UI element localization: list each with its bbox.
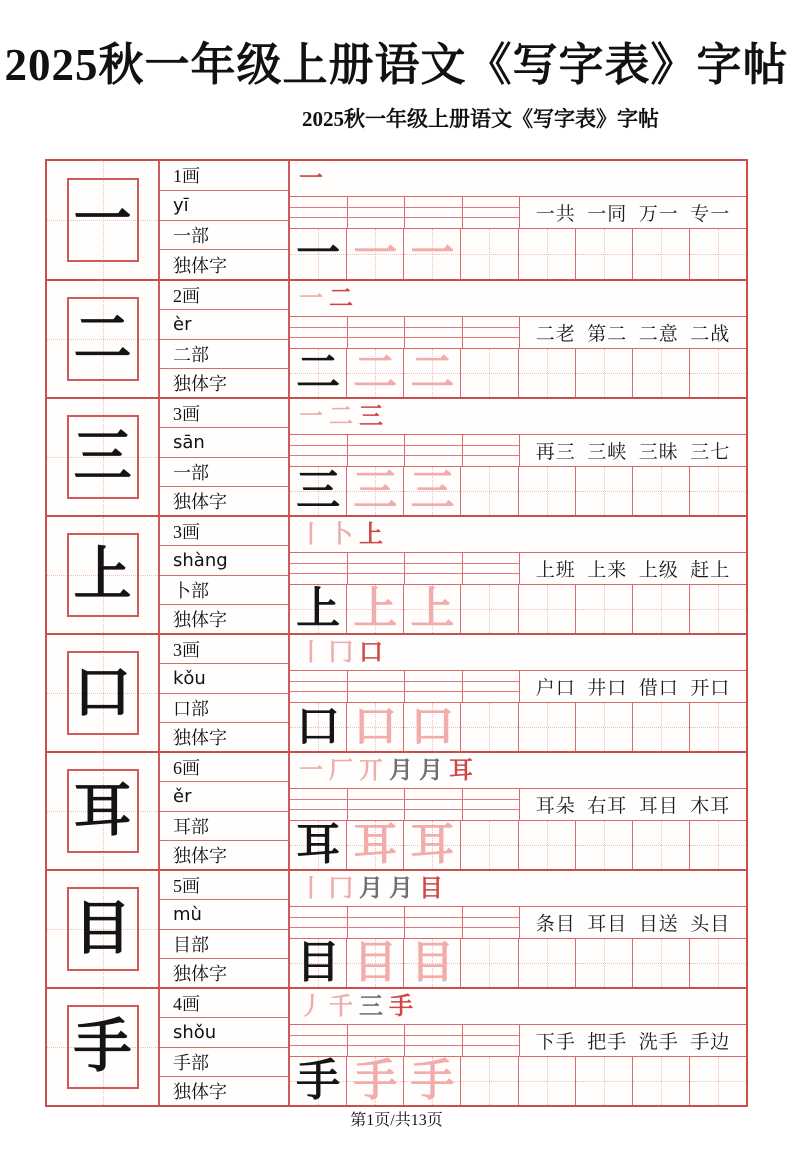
practice-char-trace: 口 — [410, 702, 455, 751]
practice-grid — [290, 939, 746, 987]
pinyin-grid — [290, 1025, 520, 1056]
tianzige-box — [67, 651, 139, 735]
pinyin-cell — [404, 435, 462, 466]
pinyin-grid — [290, 907, 520, 938]
pinyin-cell — [347, 197, 405, 228]
practice-cell — [403, 939, 460, 987]
pinyin-cell — [462, 317, 520, 348]
stroke-step: 上 — [359, 521, 383, 548]
character-info-cell — [160, 161, 290, 279]
stroke-order-strip — [290, 281, 746, 317]
stroke-step: 冂 — [329, 639, 353, 666]
practice-cell — [575, 349, 632, 397]
stroke-step: 月 — [359, 875, 383, 902]
stroke-step: 三 — [359, 403, 383, 430]
practice-char-model: 三 — [296, 466, 341, 515]
practice-cell — [460, 349, 517, 397]
radical-label: 目部 — [160, 929, 288, 958]
pinyin-grid-line — [290, 1035, 519, 1036]
practice-cell — [689, 585, 746, 633]
stroke-step: 丨 — [299, 639, 323, 666]
pinyin-cell — [290, 1025, 347, 1056]
pinyin-cell — [404, 553, 462, 584]
pinyin-label: mù — [160, 899, 288, 928]
radical-label: 一部 — [160, 457, 288, 486]
practice-char-model: 上 — [296, 584, 341, 633]
practice-cell — [518, 821, 575, 869]
main-character: 耳 — [73, 778, 132, 843]
pinyin-grid-line — [290, 691, 519, 692]
practice-cell — [346, 703, 403, 751]
pinyin-grid-line — [290, 927, 519, 928]
stroke-order-strip — [290, 871, 746, 907]
practice-char-trace: 目 — [353, 938, 398, 987]
stroke-count-label: 3画 — [173, 522, 200, 543]
stroke-step: 千 — [329, 993, 353, 1020]
pinyin-grid-line — [290, 455, 519, 456]
copybook-page — [0, 28, 793, 1150]
stroke-step: 三 — [359, 993, 383, 1020]
practice-cell — [632, 585, 689, 633]
practice-cell — [346, 821, 403, 869]
tianzige-box — [67, 887, 139, 971]
character-row — [47, 161, 746, 279]
character-info-cell — [160, 871, 290, 987]
practice-cell — [632, 939, 689, 987]
main-character: 上 — [73, 542, 132, 607]
stroke-step: 丌 — [359, 757, 383, 784]
practice-cell — [403, 585, 460, 633]
pinyin-label: sān — [160, 427, 288, 456]
pinyin-label: shǒu — [160, 1017, 288, 1046]
pinyin-words-band — [290, 907, 746, 939]
radical-label: 二部 — [160, 339, 288, 368]
character-display-cell — [47, 989, 160, 1105]
pinyin-grid-line — [290, 681, 519, 682]
practice-cell — [518, 703, 575, 751]
pinyin-grid — [290, 789, 520, 820]
stroke-step: 一 — [299, 285, 323, 312]
practice-cell — [403, 349, 460, 397]
practice-cell — [575, 703, 632, 751]
practice-area — [290, 753, 746, 869]
practice-cell — [689, 703, 746, 751]
character-row — [47, 279, 746, 397]
character-info-cell — [160, 517, 290, 633]
pinyin-cell — [462, 435, 520, 466]
pinyin-grid-line — [290, 1045, 519, 1046]
character-row — [47, 987, 746, 1105]
practice-cell — [460, 467, 517, 515]
practice-cell — [290, 939, 346, 987]
stroke-order-strip — [290, 753, 746, 789]
pinyin-grid-line — [290, 799, 519, 800]
practice-char-model: 目 — [296, 938, 341, 987]
practice-cell — [575, 821, 632, 869]
practice-cell — [403, 821, 460, 869]
pinyin-cell — [404, 1025, 462, 1056]
practice-area — [290, 281, 746, 397]
practice-area — [290, 161, 746, 279]
practice-cell — [518, 467, 575, 515]
practice-area — [290, 635, 746, 751]
pinyin-cell — [404, 789, 462, 820]
practice-cell — [632, 229, 689, 279]
pinyin-cell — [404, 671, 462, 702]
practice-cell — [518, 229, 575, 279]
pinyin-cell — [347, 671, 405, 702]
structure-label: 独体字 — [160, 486, 288, 515]
practice-char-trace: 二 — [410, 348, 455, 397]
stroke-count-label: 2画 — [173, 286, 200, 307]
practice-cell — [346, 1057, 403, 1105]
practice-cell — [632, 821, 689, 869]
pinyin-grid — [290, 317, 520, 348]
practice-cell — [346, 229, 403, 279]
character-row — [47, 751, 746, 869]
practice-cell — [346, 585, 403, 633]
practice-grid — [290, 821, 746, 869]
pinyin-cell — [462, 1025, 520, 1056]
practice-char-trace: 耳 — [353, 820, 398, 869]
main-character: 目 — [73, 896, 132, 961]
practice-grid — [290, 349, 746, 397]
pinyin-words-band — [290, 789, 746, 821]
stroke-step: 口 — [359, 639, 383, 666]
page-number: 第1页/共13页 — [350, 1112, 443, 1129]
main-character: 手 — [73, 1014, 132, 1079]
main-character: 一 — [73, 187, 132, 252]
character-row — [47, 515, 746, 633]
stroke-order-strip — [290, 989, 746, 1025]
pinyin-cell — [347, 789, 405, 820]
practice-area — [290, 989, 746, 1105]
practice-char-trace: 目 — [410, 938, 455, 987]
practice-area — [290, 871, 746, 987]
practice-char-model: 耳 — [296, 820, 341, 869]
practice-cell — [689, 349, 746, 397]
practice-char-model: 一 — [296, 229, 341, 278]
pinyin-grid-line — [290, 563, 519, 564]
practice-cell — [689, 467, 746, 515]
pinyin-words-band — [290, 1025, 746, 1057]
character-info-cell — [160, 399, 290, 515]
stroke-step: 丨 — [299, 521, 323, 548]
pinyin-grid-line — [290, 217, 519, 218]
pinyin-words-band — [290, 553, 746, 585]
stroke-count-label: 6画 — [173, 758, 200, 779]
pinyin-label: shàng — [160, 545, 288, 574]
character-info-cell — [160, 281, 290, 397]
practice-cell — [346, 467, 403, 515]
pinyin-cell — [462, 197, 520, 228]
practice-cell — [290, 229, 346, 279]
page-title: 2025秋一年级上册语文《写字表》字帖 — [4, 40, 789, 90]
practice-cell — [460, 939, 517, 987]
pinyin-cell — [462, 907, 520, 938]
stroke-count-label: 5画 — [173, 876, 200, 897]
practice-cell — [689, 939, 746, 987]
radical-label: 卜部 — [160, 575, 288, 604]
main-character: 三 — [73, 424, 132, 489]
stroke-step: 手 — [389, 993, 413, 1020]
structure-label: 独体字 — [160, 1076, 288, 1105]
character-row — [47, 869, 746, 987]
pinyin-cell — [290, 907, 347, 938]
example-words: 一共 一同 万一 专一 — [535, 204, 731, 225]
example-words: 耳朵 右耳 耳目 木耳 — [535, 796, 731, 817]
pinyin-cell — [347, 317, 405, 348]
pinyin-label: èr — [160, 309, 288, 338]
stroke-step: 二 — [329, 403, 353, 430]
practice-cell — [460, 229, 517, 279]
example-words: 再三 三峡 三昧 三七 — [535, 442, 731, 463]
example-words: 条目 耳目 目送 头目 — [535, 914, 731, 935]
practice-char-model: 手 — [296, 1056, 341, 1105]
practice-cell — [403, 1057, 460, 1105]
pinyin-grid — [290, 197, 520, 228]
character-display-cell — [47, 753, 160, 869]
structure-label: 独体字 — [160, 840, 288, 869]
tianzige-box — [67, 415, 139, 499]
stroke-step: 一 — [299, 403, 323, 430]
practice-cell — [403, 703, 460, 751]
practice-cell — [290, 821, 346, 869]
pinyin-label: kǒu — [160, 663, 288, 692]
stroke-count-label: 4画 — [173, 994, 200, 1015]
copybook-table — [45, 159, 748, 1107]
practice-cell — [518, 585, 575, 633]
pinyin-cell — [290, 317, 347, 348]
practice-char-trace: 二 — [353, 348, 398, 397]
practice-char-trace: 手 — [353, 1056, 398, 1105]
practice-cell — [575, 229, 632, 279]
practice-cell — [518, 939, 575, 987]
tianzige-box — [67, 769, 139, 853]
stroke-order-strip — [290, 399, 746, 435]
practice-area — [290, 399, 746, 515]
pinyin-cell — [404, 317, 462, 348]
stroke-order-strip — [290, 635, 746, 671]
pinyin-cell — [290, 789, 347, 820]
practice-cell — [518, 1057, 575, 1105]
practice-cell — [290, 585, 346, 633]
pinyin-grid — [290, 553, 520, 584]
practice-area — [290, 517, 746, 633]
character-display-cell — [47, 281, 160, 397]
practice-cell — [403, 467, 460, 515]
practice-char-trace: 上 — [353, 584, 398, 633]
radical-label: 手部 — [160, 1047, 288, 1076]
practice-char-model: 口 — [296, 702, 341, 751]
practice-cell — [403, 229, 460, 279]
character-display-cell — [47, 399, 160, 515]
structure-label: 独体字 — [160, 958, 288, 987]
practice-char-trace: 耳 — [410, 820, 455, 869]
pinyin-cell — [347, 553, 405, 584]
pinyin-cell — [404, 197, 462, 228]
structure-label: 独体字 — [160, 368, 288, 397]
character-info-cell — [160, 989, 290, 1105]
practice-grid — [290, 585, 746, 633]
pinyin-label: yī — [160, 190, 288, 220]
character-row — [47, 397, 746, 515]
pinyin-cell — [347, 435, 405, 466]
radical-label: 口部 — [160, 693, 288, 722]
pinyin-cell — [462, 789, 520, 820]
practice-cell — [518, 349, 575, 397]
practice-char-model: 二 — [296, 348, 341, 397]
pinyin-cell — [347, 1025, 405, 1056]
pinyin-grid-line — [290, 573, 519, 574]
pinyin-grid-line — [290, 207, 519, 208]
practice-cell — [575, 1057, 632, 1105]
pinyin-words-band — [290, 197, 746, 229]
stroke-step: 月 — [389, 757, 413, 784]
practice-cell — [346, 939, 403, 987]
practice-char-trace: 手 — [410, 1056, 455, 1105]
practice-cell — [460, 703, 517, 751]
practice-char-trace: 口 — [353, 702, 398, 751]
practice-cell — [689, 1057, 746, 1105]
practice-grid — [290, 1057, 746, 1105]
practice-cell — [346, 349, 403, 397]
pinyin-label: ěr — [160, 781, 288, 810]
practice-cell — [632, 467, 689, 515]
example-words: 上班 上来 上级 赶上 — [535, 560, 731, 581]
radical-label: 耳部 — [160, 811, 288, 840]
tianzige-box — [67, 533, 139, 617]
character-info-cell — [160, 753, 290, 869]
pinyin-cell — [290, 553, 347, 584]
pinyin-cell — [462, 671, 520, 702]
stroke-step: 卜 — [329, 521, 353, 548]
stroke-step: 丿 — [299, 993, 323, 1020]
stroke-step: 月 — [389, 875, 413, 902]
pinyin-cell — [290, 435, 347, 466]
structure-label: 独体字 — [160, 604, 288, 633]
practice-grid — [290, 703, 746, 751]
stroke-step: 一 — [299, 165, 323, 192]
practice-cell — [460, 821, 517, 869]
example-words: 下手 把手 洗手 手边 — [535, 1032, 731, 1053]
pinyin-grid-line — [290, 327, 519, 328]
stroke-step: 目 — [419, 875, 443, 902]
practice-cell — [575, 467, 632, 515]
structure-label: 独体字 — [160, 722, 288, 751]
practice-cell — [689, 821, 746, 869]
tianzige-box — [67, 1005, 139, 1089]
pinyin-words-band — [290, 435, 746, 467]
practice-cell — [290, 467, 346, 515]
practice-cell — [632, 1057, 689, 1105]
practice-cell — [575, 939, 632, 987]
tianzige-box — [67, 297, 139, 381]
stroke-step: 月 — [419, 757, 443, 784]
pinyin-grid — [290, 671, 520, 702]
practice-cell — [290, 703, 346, 751]
stroke-step: 二 — [329, 285, 353, 312]
pinyin-cell — [462, 553, 520, 584]
practice-cell — [575, 585, 632, 633]
structure-label: 独体字 — [160, 249, 288, 279]
example-words: 二老 第二 二意 二战 — [535, 324, 731, 345]
stroke-count-label: 1画 — [173, 166, 200, 187]
stroke-step: 耳 — [449, 757, 473, 784]
stroke-step: 冂 — [329, 875, 353, 902]
practice-cell — [689, 229, 746, 279]
practice-char-trace: 三 — [410, 466, 455, 515]
practice-char-trace: 三 — [353, 466, 398, 515]
stroke-step: 一 — [299, 757, 323, 784]
practice-char-trace: 一 — [410, 229, 455, 278]
pinyin-grid-line — [290, 445, 519, 446]
stroke-step: 丨 — [299, 875, 323, 902]
example-words: 户口 井口 借口 开口 — [535, 678, 731, 699]
character-display-cell — [47, 635, 160, 751]
tianzige-box — [67, 178, 139, 262]
character-row — [47, 633, 746, 751]
pinyin-words-band — [290, 317, 746, 349]
pinyin-cell — [347, 907, 405, 938]
practice-cell — [632, 703, 689, 751]
stroke-count-label: 3画 — [173, 404, 200, 425]
main-character: 口 — [73, 660, 132, 725]
pinyin-cell — [404, 907, 462, 938]
practice-char-trace: 上 — [410, 584, 455, 633]
practice-cell — [290, 349, 346, 397]
page-subtitle: 2025秋一年级上册语文《写字表》字帖 — [302, 107, 659, 131]
pinyin-grid-line — [290, 337, 519, 338]
main-character: 二 — [73, 306, 132, 371]
practice-char-trace: 一 — [353, 229, 398, 278]
pinyin-grid-line — [290, 809, 519, 810]
pinyin-words-band — [290, 671, 746, 703]
pinyin-grid-line — [290, 917, 519, 918]
practice-cell — [460, 1057, 517, 1105]
character-display-cell — [47, 517, 160, 633]
practice-cell — [290, 1057, 346, 1105]
stroke-order-strip — [290, 517, 746, 553]
character-display-cell — [47, 871, 160, 987]
radical-label: 一部 — [160, 220, 288, 250]
pinyin-cell — [290, 197, 347, 228]
character-display-cell — [47, 161, 160, 279]
stroke-count-label: 3画 — [173, 640, 200, 661]
character-info-cell — [160, 635, 290, 751]
practice-cell — [460, 585, 517, 633]
stroke-order-strip — [290, 161, 746, 197]
practice-grid — [290, 467, 746, 515]
practice-cell — [632, 349, 689, 397]
pinyin-grid — [290, 435, 520, 466]
stroke-step: 厂 — [329, 757, 353, 784]
pinyin-cell — [290, 671, 347, 702]
practice-grid — [290, 229, 746, 279]
